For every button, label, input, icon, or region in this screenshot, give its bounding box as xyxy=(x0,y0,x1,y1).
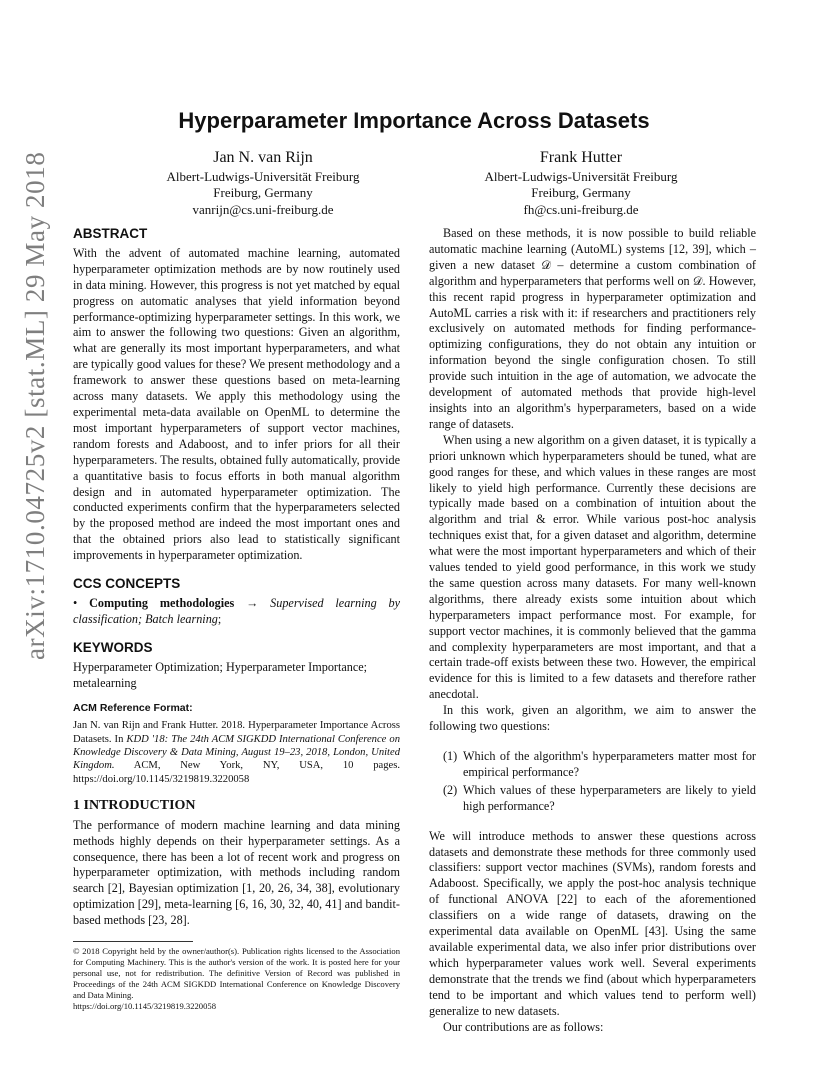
abstract-text: With the advent of automated machine learning, automated hyperparameter optimization methods are by now routinely used in data mining. However, this progress is not yet matched by equal progress on automatic analyses that yield information beyond performance-optimizing hyperparameter settings. In this work, we aim to answer the following two questions: Given an algorithm, what are generally its most important hyperparameters, and what are typically good values for these? We present methodology and a framework to answer these questions based on meta-learning across many datasets. We apply this methodology using the experimental meta-data available on OpenML to determine the most important hyperparameters of support vector machines, random forests and Adaboost, and to infer priors for all their hyperparameters. The results, obtained fully automatically, provide a quantitative basis to focus efforts in both manual algorithm design and in automated hyperparameter optimization. The conducted experiments confirm that the hyperparameters selected by the proposed method are indeed the most important ones and that the obtained priors also lead to statistically significant improvements in hyperparameter optimization. xyxy=(73,245,400,563)
ccs-heading: CCS CONCEPTS xyxy=(73,576,181,592)
intro-heading: 1 INTRODUCTION xyxy=(73,797,196,813)
author-block-2 xyxy=(431,150,731,218)
footnote-doi: https://doi.org/10.1145/3219819.3220058 xyxy=(73,1001,216,1012)
body-paragraph: In this work, given an algorithm, we aim to answer the following two questions: xyxy=(429,703,756,734)
author-affiliation: Albert-Ludwigs-Universität Freiburg xyxy=(166,168,360,184)
keywords-heading: KEYWORDS xyxy=(73,639,153,655)
intro-paragraph: The performance of modern machine learning and data mining methods highly depends on their hyperparameter settings. As a consequence, there has been a lot of recent work and progress on hyperparameter optimization, with methods including random search [2], Bayesian optimization [1, 20, 26, 34, 38], evolutionary optimization [29], meta-learning [6, 16, 30, 32, 40, 41] and bandit-based methods [23, 28]. xyxy=(73,817,400,928)
author-block-1 xyxy=(113,150,413,218)
right-column xyxy=(429,226,756,1035)
copyright-text: © 2018 Copyright held by the owner/author(s). Publication rights licensed to the Association for Computing Machinery. This is the author's version of the work. It is posted here for your personal use, not for redistribution. The definitive Version of Record was published in Proceedings of the 24th ACM SIGKDD International Conference on Knowledge Discovery and Data Mining. xyxy=(73,946,400,1001)
list-text: Which of the algorithm's hyperparameters matter most for empirical performance? xyxy=(463,749,756,779)
list-text: Which values of these hyperparameters are likely to yield high performance? xyxy=(463,782,756,813)
abstract-heading: ABSTRACT xyxy=(73,226,148,241)
arxiv-stamp: arXiv:1710.04725v2 [stat.ML] 29 May 2018 xyxy=(20,151,50,660)
author-name: Frank Hutter xyxy=(539,149,623,166)
author-affiliation: Albert-Ludwigs-Universität Freiburg xyxy=(484,168,678,184)
ccs-bullet: • xyxy=(73,595,78,610)
author-name: Jan N. van Rijn xyxy=(213,149,313,166)
footnote-rule xyxy=(73,941,193,942)
list-number: (2) xyxy=(443,782,458,797)
body-paragraph: When using a new algorithm on a given dataset, it is typically a priori unknown which hyperparameters should be tuned, what are good ranges for these, and which values in these ranges are most likely to yield high performance. Currently these decisions are typically made based on a combination of intuition about the algorithm and trial & error. While various post-hoc analysis techniques exist that, for a given dataset and algorithm, determine what were the most important hyperparameters and which of their values tended to yield good performance, in this work we study the same question across many datasets. For many well-known algorithms, there already exists some intuition about which hyperparameters impact performance most. For example, for support vector machines, it is commonly believed that the gamma and complexity hyperparameters are most important, and that a certain trade-off exists between these two. However, the empirical evidence for this is limited to a few datasets and therefore rather anecdotal. xyxy=(429,432,756,702)
list-number: (1) xyxy=(443,749,458,763)
body-paragraph: We will introduce methods to answer these questions across datasets and demonstrate these methods for three commonly used classifiers: support vector machines (SVMs), random forests and Adaboost. Specifically, we apply the post-hoc analysis technique of functional ANOVA [22] to each of the aforementioned classifiers on a wide range of datasets, drawing on the experimental data available on OpenML [43]. Using the same available experimental data, we also infer prior distributions over which hyperparameter values work well. Several experiments demonstrate that the trends we find (about which hyperparameters tend to be important and which values tend to perform well) generalize to new datasets. xyxy=(429,828,756,1018)
acm-ref-part2: ACM, New York, NY, USA, 10 pages. https://doi.org/10.1145/3219819.3220058 xyxy=(73,760,400,785)
ccs-strong: Computing methodologies xyxy=(89,595,235,610)
author-location: Freiburg, Germany xyxy=(531,185,631,200)
body-paragraph: Based on these methods, it is now possible to build reliable automatic machine learning (AutoML) systems [12, 39], which – given a new dataset 𝒟 – determine a custom combination of algorithm and hyperparameters that performs well on 𝒟. However, this recent rapid progress in hyperparameter optimization and AutoML carries a risk with it: if researchers and practitioners rely exclusively on automated methods for finding performance-optimizing configurations, they do not obtain any intuition or information beyond the single configuration chosen. To still provide such intuition in the age of automation, we advocate the development of automated methods that provide high-level insights into an algorithm's hyperparameters, based on a wide range of datasets. xyxy=(429,226,756,431)
ccs-text xyxy=(73,596,400,628)
acm-ref-text xyxy=(73,719,400,785)
body-paragraph: Our contributions are as follows: xyxy=(443,1019,604,1034)
keywords-text: Hyperparameter Optimization; Hyperparameter Importance; metalearning xyxy=(73,659,368,690)
ccs-concepts: Supervised learning by classification; Batch learning xyxy=(73,595,401,626)
list-item xyxy=(429,783,756,815)
list-item xyxy=(429,749,756,781)
author-email: vanrijn@cs.uni-freiburg.de xyxy=(192,201,334,217)
left-column xyxy=(73,226,400,1012)
acm-ref-venue: KDD '18: The 24th ACM SIGKDD International Conference on Knowledge Discovery & Data Mining, August 19–23, 2018, London, United Kingdom. xyxy=(73,733,400,772)
copyright-footnote xyxy=(73,946,400,1012)
paper-title: Hyperparameter Importance Across Datasets xyxy=(178,108,650,133)
author-location: Freiburg, Germany xyxy=(213,185,313,200)
acm-ref-part1: Jan N. van Rijn and Frank Hutter. 2018. Hyperparameter Importance Across Datasets. In xyxy=(73,720,400,745)
acm-ref-heading: ACM Reference Format: xyxy=(73,702,193,715)
ccs-arrow: → xyxy=(234,595,271,610)
author-email: fh@cs.uni-freiburg.de xyxy=(523,201,639,217)
question-list xyxy=(429,749,756,815)
ccs-end: ; xyxy=(217,611,222,626)
